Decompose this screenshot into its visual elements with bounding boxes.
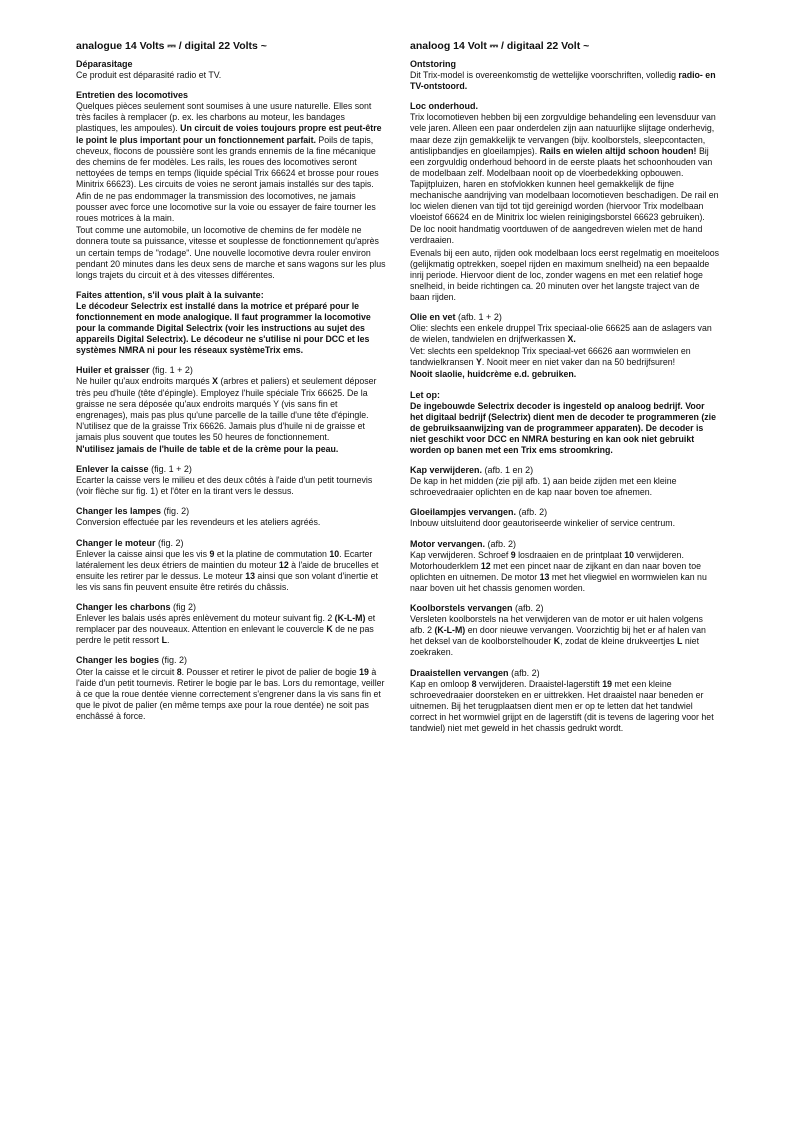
figure-reference: (fig 2) bbox=[173, 602, 197, 613]
section-heading-text: Draaistellen vervangen bbox=[410, 667, 509, 678]
text-run: Olie: slechts een enkele druppel Trix speciaal-olie 66625 aan de aslagers van de wielen, tandwielen en drijfwerkassen bbox=[410, 323, 712, 345]
text-run: (arbres et paliers) et seulement déposer très peu d'huile (tête d'épingle). Employez l'huile spéciale Trix 66625. De la graisse ne sera déposée qu'aux endroits marqués Y (vis sans fin et engrenages), mais pas plus qu'une parcelle de la taille d'une tête d'épingle. N'utilisez que de la graisse Trix 66626. Jamais plus d'huile ni de graisse et jamais plus souvent que toutes les 50 heures de fonctionnement. bbox=[76, 376, 377, 442]
paragraph bbox=[410, 679, 720, 734]
figure-reference: (afb. 2) bbox=[515, 603, 544, 614]
paragraph bbox=[410, 614, 720, 658]
text-run: Kap en omloop bbox=[410, 678, 472, 689]
section-heading bbox=[410, 507, 720, 518]
paragraph bbox=[410, 248, 720, 303]
section-heading-text: Kap verwijderen. bbox=[410, 465, 483, 476]
bold-text-run: K bbox=[326, 624, 333, 635]
bold-text-run: 12 bbox=[278, 559, 289, 570]
text-run: à l'aide de brucelles et ensuite les retirer par le dessus. Le moteur bbox=[76, 559, 379, 581]
figure-reference: (fig. 2) bbox=[161, 655, 188, 666]
section-heading bbox=[76, 464, 386, 475]
bold-text-run: N'utilisez jamais de l'huile de table et de la crème pour la peau. bbox=[76, 444, 339, 454]
section bbox=[410, 668, 720, 735]
text-run: . bbox=[166, 635, 170, 646]
section-heading-text: Changer les bogies bbox=[76, 655, 160, 666]
bold-text-run: radio- en TV-ontstoord. bbox=[410, 70, 716, 92]
section-heading-text: Changer le moteur bbox=[76, 537, 156, 548]
section-heading bbox=[410, 312, 720, 323]
bold-text-run: X. bbox=[567, 334, 576, 345]
paragraph bbox=[410, 346, 720, 368]
section bbox=[76, 290, 386, 357]
text-run: Versleten koolborstels na het verwijderen van de motor er uit halen volgens afb. 2 bbox=[410, 614, 703, 636]
section bbox=[76, 506, 386, 528]
section-heading bbox=[76, 59, 386, 70]
section-heading-text: Gloeilampjes vervangen. bbox=[410, 507, 517, 518]
section-heading bbox=[410, 668, 720, 679]
paragraph bbox=[76, 667, 386, 722]
text-run: . Pousser et retirer le pivot de palier de bogie bbox=[181, 666, 360, 677]
bold-text-run: L bbox=[161, 635, 167, 646]
bold-text-run: 19 bbox=[359, 666, 369, 677]
section-heading-text: Changer les charbons bbox=[76, 602, 171, 613]
section-heading-text: Ontstoring bbox=[410, 59, 456, 69]
bold-text-run: 8 bbox=[176, 666, 182, 677]
text-run: De loc nooit handmatig voortduwen of de aangedreven wielen met de hand verdraaien. bbox=[410, 224, 703, 246]
paragraph bbox=[410, 323, 720, 345]
text-run: de ne pas perdre le petit ressort bbox=[76, 624, 374, 646]
section bbox=[76, 602, 386, 646]
figure-reference: (afb. 2) bbox=[511, 667, 540, 678]
text-run: Trix locomotieven hebben bij een zorgvuldige behandeling een levensduur van vele jaren. Alleen een paar onderdelen zijn aan natuurlijke slijtage onderhevig, maar deze zijn gemakkelijk te vervangen (bijv. koolborstels, sleepcontacten, antislipbandjes en gloeilampjes). bbox=[410, 112, 716, 156]
text-run: verwijderen. Draaistel-lagerstift bbox=[476, 678, 603, 689]
text-run: Poils de tapis, cheveux, flocons de poussière sont les grands ennemis de la fine mécanique des chemins de fer modèles. Les rails, les roues des locomotives seront nettoyées de temps en temps (liquide spécial Trix 66624 et brosse pour roues Minitrix 66623). Les circuits de voies ne seront jamais installés sur des tapis. bbox=[76, 134, 379, 189]
paragraph bbox=[76, 475, 386, 497]
bold-text-run: 8 bbox=[471, 678, 477, 689]
text-run: niet zoekraken. bbox=[410, 636, 700, 658]
figure-reference: (fig. 2) bbox=[158, 537, 184, 548]
text-run: et la platine de commutation bbox=[214, 548, 330, 559]
bold-text-run: Rails en wielen altijd schoon houden! bbox=[539, 145, 697, 156]
figure-reference: (fig. 1 + 2) bbox=[151, 464, 192, 475]
text-run: Quelques pièces seulement sont soumises à une usure naturelle. Elles sont très faciles à remplacer (p. ex. les charbons au moteur, les bandages plastiques, les ampoules). bbox=[76, 101, 372, 134]
text-run: Inbouw uitsluitend door geautoriseerde winkelier of service centrum. bbox=[410, 518, 676, 529]
bold-text-run: K bbox=[553, 636, 561, 647]
text-run: . Ecarter latéralement les deux étriers de maintien du moteur bbox=[76, 548, 373, 570]
bold-text-run: 9 bbox=[510, 549, 516, 560]
paragraph bbox=[76, 444, 386, 455]
section bbox=[410, 312, 720, 381]
paragraph bbox=[76, 225, 386, 280]
text-run: Conversion effectuée par les revendeurs et les ateliers agréés. bbox=[76, 517, 321, 528]
section-heading-text: Enlever la caisse bbox=[76, 464, 149, 475]
figure-reference: (afb. 2) bbox=[487, 538, 517, 549]
bold-text-run: 13 bbox=[539, 571, 550, 582]
text-run: Enlever les balais usés après enlèvement du moteur suivant fig. 2 bbox=[76, 613, 335, 624]
section bbox=[410, 59, 720, 92]
text-run: Ecarter la caisse vers le milieu et des deux côtés à l'aide d'un petit tournevis (voir flèche sur fig. 1) et l'ôter en la tirant vers le dessus. bbox=[76, 475, 373, 497]
bold-text-run: Un circuit de voies toujours propre est peut-être le point le plus important pour un fonctionnement parfait. bbox=[76, 123, 382, 145]
text-run: verwijderen. Motorhouderklem bbox=[410, 549, 684, 571]
figure-reference: (afb. 2) bbox=[518, 507, 548, 518]
section-heading bbox=[76, 655, 386, 666]
paragraph bbox=[76, 613, 386, 646]
text-run: Evenals bij een auto, rijden ook modelbaan locs eerst regelmatig en moeiteloos (gelijkmatig optrekken, soepel rijden en maximum snelheid) na een bepaalde inrij periode. Hiervoor dient de loc, zonder wagens en met een relatief hoge snelheid, in beide richtingen ca. 20 minuten over het langste traject van de baan rijden. bbox=[410, 247, 720, 302]
figure-reference: (afb. 1 en 2) bbox=[484, 465, 534, 476]
text-run: De kap in het midden (zie pijl afb. 1) aan beide zijden met een kleine schroevedraaier oplichten en de kap naar boven toe afnemen. bbox=[410, 476, 677, 498]
section-heading-text: Koolborstels vervangen bbox=[410, 603, 513, 614]
text-run: Vet: slechts een speldeknop Trix speciaal-vet 66626 aan wormwielen en tandwielkransen bbox=[410, 346, 691, 368]
text-run: Dit Trix-model is overeenkomstig de wettelijke voorschriften, volledig bbox=[410, 70, 679, 81]
text-run: Tout comme une automobile, un locomotive de chemins de fer modèle ne donnera toute sa puissance, vitesse et souplesse de fonctionnement qu'après un certain temps de "rodage". Une nouvelle locomotive devra rouler environ pendant 20 minutes dans les deux sens de marche et sans wagons sur les plus longs trajets du circuit et à des vitesses différentes. bbox=[76, 225, 386, 280]
paragraph bbox=[76, 191, 386, 224]
figure-reference: (fig. 2) bbox=[163, 506, 190, 517]
section-heading bbox=[76, 290, 386, 301]
text-run: à l'aide d'un petit tournevis. Retirer le bogie par le bas. Lors du remontage, veiller à ce que la roue dentée vienne correctement s'engrener dans la vis sans fin et que le pivot de palier (en même temps axe pour la roue dentée) ne soit pas enchâssé à force. bbox=[76, 666, 385, 721]
section bbox=[76, 464, 386, 497]
section bbox=[410, 465, 720, 498]
text-run: . Nooit meer en niet vaker dan na 50 bedrijfsuren! bbox=[481, 357, 676, 368]
bold-text-run: (K-L-M) bbox=[334, 613, 366, 624]
section bbox=[410, 603, 720, 658]
text-run: en door nieuwe vervangen. Voorzichtig bij het er af halen van het deksel van de koolborstelhouder bbox=[410, 625, 706, 647]
section-heading-text: Loc onderhoud. bbox=[410, 101, 478, 112]
text-run: ainsi que son volant d'inertie et les vis sans fin peuvent ensuite être retirés du châssis. bbox=[76, 570, 378, 592]
section bbox=[410, 507, 720, 529]
bold-text-run: De ingebouwde Selectrix decoder is ingesteld op analoog bedrijf. Voor het digitaal bedrijf (Selectrix) dient men de decoder te programmeren (zie de gebruiksaanwijzing van de programmeer apparaten). De decoder is niet geschikt voor DCC en NMRA besturing en kan ook niet gebruikt worden op banen met een Trix ems stroomkring. bbox=[410, 400, 717, 455]
section-heading-text: Changer les lampes bbox=[76, 506, 162, 517]
figure-reference: (fig. 1 + 2) bbox=[152, 365, 193, 376]
text-run: Kap verwijderen. Schroef bbox=[410, 549, 511, 560]
paragraph bbox=[76, 517, 386, 528]
section-heading-text: Déparasitage bbox=[76, 59, 133, 69]
bold-text-run: 13 bbox=[245, 570, 255, 581]
paragraph bbox=[76, 376, 386, 443]
bold-text-run: X bbox=[212, 376, 219, 387]
text-run: met een pincet naar de zijkant en dan naar boven toe oplichten en uitnemen. De motor bbox=[410, 560, 701, 582]
paragraph bbox=[76, 549, 386, 593]
section bbox=[76, 655, 386, 722]
column-title: analoog 14 Volt ⎓ / digitaal 22 Volt ~ bbox=[410, 40, 590, 52]
paragraph bbox=[76, 101, 386, 190]
bold-text-run: Y bbox=[476, 357, 482, 368]
text-run: Bij een zorgvuldig onderhoud behoord in de eerste plaats het schoonhouden van de modelbaan zelf. Modelbaan nooit op de vloerbedekking opbouwen. Tapijtpluizen, haren en stofvlokken kunnen heel gemakkelijk de fijne mechanische aandrijving van modelbaan locomotieven beschadigen. De rail en loc wielen dienen van tijd tot tijd gereinigd worden (hiervoor Trix modelbaan vloeistof 66624 en de Minitrix loc wielen reinigingsborstel 66623 gebruiken). bbox=[410, 145, 719, 223]
text-run: met het vliegwiel en wormwielen kan nu naar boven uit het chassis genomen worden. bbox=[410, 571, 707, 593]
section-heading bbox=[76, 365, 386, 376]
bold-text-run: 19 bbox=[602, 678, 612, 689]
section bbox=[410, 539, 720, 594]
section-heading-text: Motor vervangen. bbox=[410, 538, 486, 549]
section-heading bbox=[410, 390, 720, 401]
text-run: Enlever la caisse ainsi que les vis bbox=[76, 548, 210, 559]
section-heading bbox=[76, 538, 386, 549]
paragraph bbox=[410, 550, 720, 594]
section bbox=[76, 365, 386, 455]
section-heading-text: Huiler et graisser bbox=[76, 365, 150, 376]
section-heading bbox=[410, 101, 720, 112]
section bbox=[76, 538, 386, 593]
bold-text-run: Nooit slaolie, huidcrème e.d. gebruiken. bbox=[410, 369, 577, 380]
section-heading-text: Let op: bbox=[410, 389, 440, 400]
paragraph bbox=[410, 112, 720, 223]
paragraph bbox=[410, 401, 720, 456]
section bbox=[410, 101, 720, 303]
section-heading-text: Entretien des locomotives bbox=[76, 90, 189, 101]
bold-text-run: 9 bbox=[209, 548, 215, 559]
section-heading bbox=[76, 602, 386, 613]
paragraph bbox=[410, 518, 720, 529]
column-title: analogue 14 Volts ⎓ / digital 22 Volts ~ bbox=[76, 40, 267, 52]
figure-reference: (afb. 1 + 2) bbox=[458, 311, 502, 322]
section bbox=[76, 59, 386, 81]
section bbox=[76, 90, 386, 281]
section-heading-text: Faites attention, s'il vous plaît à la suivante: bbox=[76, 289, 264, 300]
text-run: met een kleine schroevedraaier doorsteken en er uittrekken. Het draaistel naar beneden er uitnemen. Bij het terugplaatsen dient men er op te letten dat het tandwiel correct in het wormwiel grijpt en de lagerstift (dit is tevens de lagering voor het tandwiel) niet met geweld in het chassis gedrukt wordt. bbox=[410, 678, 714, 733]
paragraph bbox=[76, 301, 386, 356]
text-run: Afin de ne pas endommager la transmission des locomotives, ne jamais pousser avec force une locomotive sur la voie ou essayer de faire tourner les roues motrices à la main. bbox=[76, 191, 376, 224]
section-heading bbox=[76, 90, 386, 101]
section-heading bbox=[76, 506, 386, 517]
bold-text-run: 12 bbox=[480, 560, 491, 571]
section-heading bbox=[410, 59, 720, 70]
text-run: Ne huiler qu'aux endroits marqués bbox=[76, 376, 213, 387]
bold-text-run: (K-L-M) bbox=[434, 625, 466, 636]
text-run: losdraaien en de printplaat bbox=[515, 549, 625, 560]
text-run: Oter la caisse et le circuit bbox=[76, 666, 177, 677]
section-heading bbox=[410, 465, 720, 476]
paragraph bbox=[410, 369, 720, 380]
bold-text-run: L bbox=[677, 636, 683, 647]
paragraph bbox=[410, 476, 720, 498]
bold-text-run: 10 bbox=[329, 548, 340, 559]
paragraph bbox=[410, 224, 720, 246]
section bbox=[410, 390, 720, 457]
bold-text-run: 10 bbox=[624, 549, 635, 560]
text-run: et remplacer par des nouveaux. Attention en enlevant le couvercle bbox=[76, 613, 376, 635]
section-heading bbox=[410, 539, 720, 550]
section-heading bbox=[410, 603, 720, 614]
right-column-dutch bbox=[410, 40, 720, 743]
bold-text-run: Le décodeur Selectrix est installé dans la motrice et préparé pour le fonctionnement en mode analogique. Il faut programmer la locomotive pour la commande Digital Selectrix (voir les instructions au sujet des appareils Digital Selectrix). Le décodeur ne s'utilise ni pour DCC et les systèmes NMRA ni pour les réseaux systèmeTrix ems. bbox=[76, 300, 371, 356]
section-heading-text: Olie en vet bbox=[410, 311, 456, 322]
left-column-french bbox=[76, 40, 386, 731]
text-run: , zodat de kleine drukveertjes bbox=[560, 636, 678, 647]
paragraph bbox=[76, 70, 386, 81]
text-run: Ce produit est déparasité radio et TV. bbox=[76, 70, 222, 81]
paragraph bbox=[410, 70, 720, 92]
